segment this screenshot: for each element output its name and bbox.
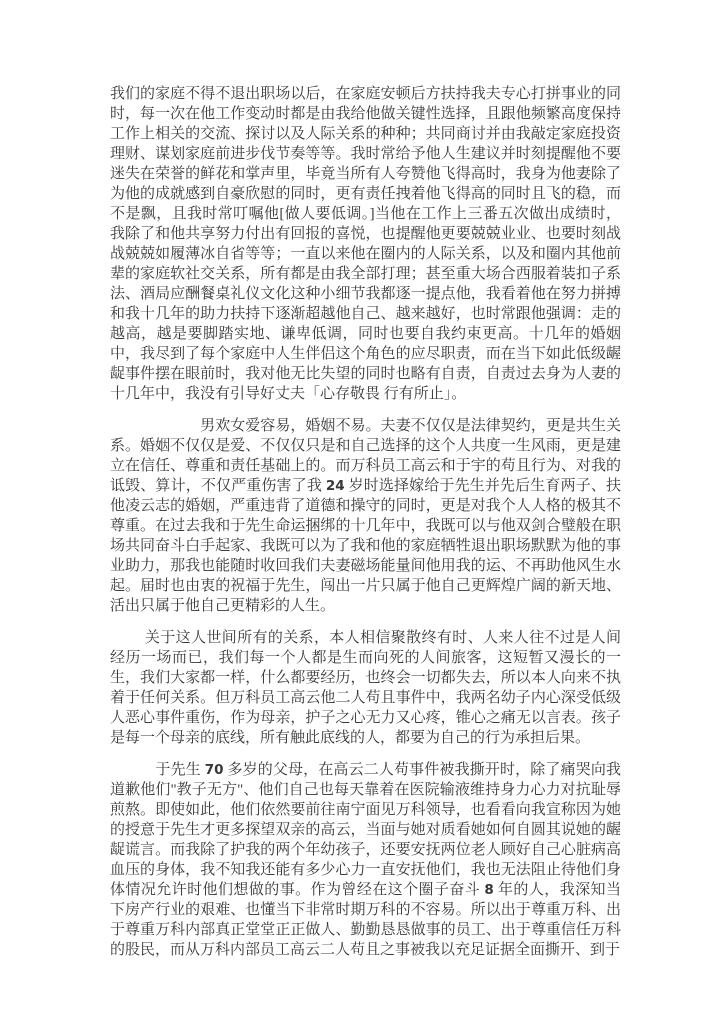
paragraph: 我们的家庭不得不退出职场以后，在家庭安顿后方扶持我夫专心打拼事业的同时，每一次在他工作变动时都是由我给他做关键性选择，且跟他频繁高度保持工作上相关的交流、探讨以及人际关系的种种；共同商讨并由我敲定家庭投资理财、谋划家庭前进步伐节奏等等。我时常给予他人生建议并时刻提醒他不要迷失在荣誉的鲜花和掌声里，毕竟当所有人夸赞他飞得高时，我身为他妻除了为他的成就感到自豪欣慰的同时，更有责任拽着他飞得高的同时且飞的稳，而不是飘，且我时常叮嘱他[做人要低调。]当他在工作上三番五次做出成绩时，我除了和他共享努力付出有回报的喜悦，也提醒他更要兢兢业业、也要时刻战战兢兢如履薄冰自省等等；一直以来他在圈内的人际关系，以及和圈内其他前辈的家庭软社交关系，所有都是由我全部打理；甚至重大场合西服着装扣子系法、酒局应酬餐桌礼仪文化这种小细节我都逐一提点他，我看着他在努力拼搏和我十几年的助力扶持下逐渐超越他自己、越来越好，也时常跟他强调：走的越高，越是要脚踏实地、谦卑低调，同时也要自我约束更高。十几年的婚姻中，我尽到了每个家庭中人生伴侣这个角色的应尽职责，而在当下如此低级龌龊事件摆在眼前时，我对他无比失望的同时也略有自责，自责过去身为人妻的十几年中，我没有引导好丈夫「心存敬畏 行有所止」。 [110, 86, 621, 402]
paragraph: 关于这人世间所有的关系，本人相信聚散终有时、人来人往不过是人间经历一场而已，我们每一个人都是生而向死的人间旅客，这短暂又漫长的一生，我们大家都一样，什么都要经历，也终会一切都失去，所以本人向来不执着于任何关系。但万科员工高云他二人苟且事件中，我两名幼子内心深受低级人恶心事件重伤，作为母亲，护子之心无力又心疼，锥心之痛无以言表。孩子是每一个母亲的底线，所有触此底线的人，都要为自己的行为承担后果。 [110, 630, 621, 746]
paragraph: 男欢女爱容易，婚姻不易。夫妻不仅仅是法律契约，更是共生关系。婚姻不仅仅是爱、不仅仅只是和自己选择的这个人共度一生风雨，更是建立在信任、尊重和责任基础上的。而万科员工高云和于宇的苟且行为、对我的诋毁、算计，不仅严重伤害了我 24 岁时选择嫁给于先生并先后生育两子、扶他凌云志的婚姻，严重违背了道德和操守的同时，更是对我个人人格的极其不尊重。在过去我和于先生命运捆绑的十几年中，我既可以与他双剑合璧般在职场共同奋斗白手起家、我既可以为了我和他的家庭牺牲退出职场默默为他的事业助力，那我也能随时收回我们夫妻磁场能量间他用我的运、不再助他风生水起。届时也由衷的祝福于先生，闯出一片只属于他自己更辉煌广阔的新天地、活出只属于他自己更精彩的人生。 [110, 418, 621, 614]
letter-body [110, 84, 621, 960]
paragraph: 于先生 70 多岁的父母，在高云二人苟事件被我撕开时，除了痛哭向我道歉他们"教子无方"、他们自己也每天靠着在医院输液维持身力心力对抗耻辱煎熬。即使如此，他们依然要前往南宁面见万科领导，也看看向我宣称因为她的授意于先生才更多探望双亲的高云，当面与她对质看她如何自圆其说她的龌龊谎言。而我除了护我的两个年幼孩子，还要安抚两位老人顾好自己心脏病高血压的身体，我不知我还能有多少心力一直安抚他们，我也无法阻止待他们身体情况允许时他们想做的事。作为曾经在这个圈子奋斗 8 年的人，我深知当下房产行业的艰难、也懂当下非常时期万科的不容易。所以出于尊重万科、出于尊重万科内部真正堂堂正正做人、勤勤恳恳做事的员工、出于尊重信任万科的股民，而从万科内部员工高云二人苟且之事被我以充足证据全面撕开、到于 [110, 762, 621, 958]
